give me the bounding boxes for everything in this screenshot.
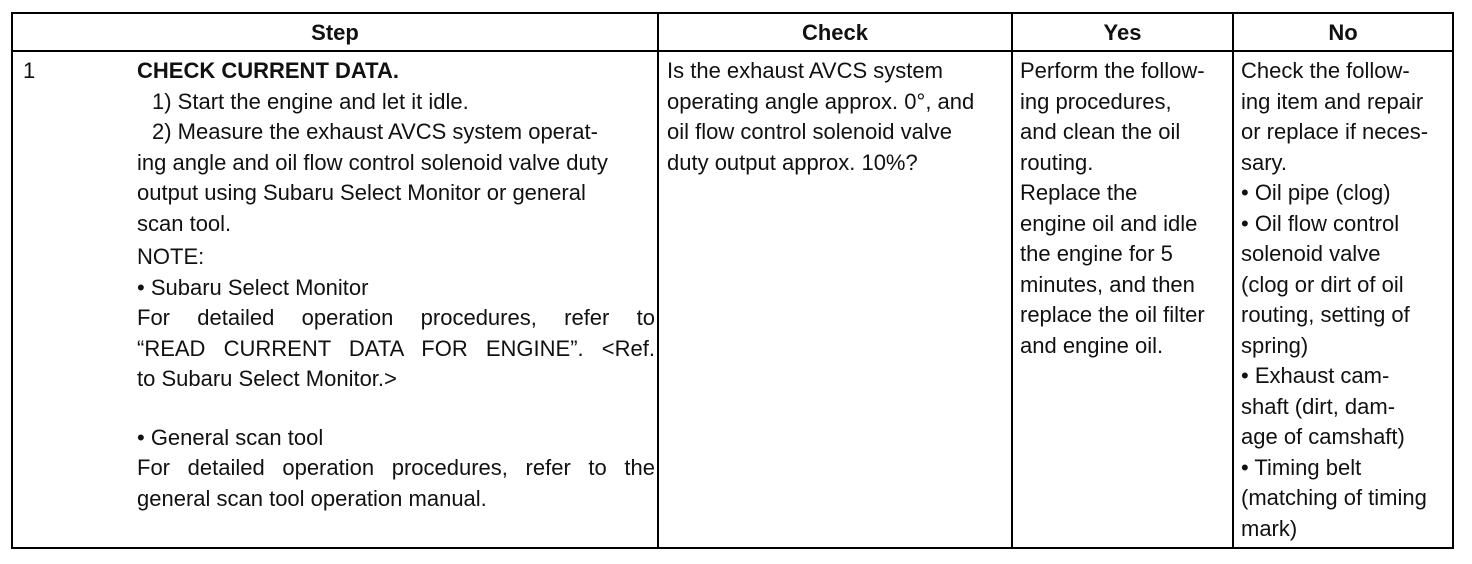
note-item-scan-tool: • General scan tool: [137, 424, 324, 450]
no-line: (clog or dirt of oil: [1241, 271, 1404, 297]
no-line: sary.: [1241, 149, 1288, 175]
check-question: [667, 56, 1012, 178]
step-instruction-2: 2) Measure the exhaust AVCS system operat-: [152, 119, 598, 144]
yes-line: Perform the follow-: [1020, 58, 1205, 83]
no-line: shaft (dirt, dam-: [1241, 393, 1396, 419]
yes-line: and engine oil.: [1020, 332, 1164, 358]
header-check: Check: [801, 20, 869, 45]
no-line: (matching of timing: [1241, 485, 1427, 510]
yes-line: replace the oil filter: [1020, 302, 1205, 327]
step-number: 1: [23, 58, 36, 83]
header-yes: Yes: [1103, 20, 1142, 45]
yes-line: minutes, and then: [1020, 271, 1195, 297]
no-line: age of camshaft): [1241, 424, 1405, 449]
step-instruction-2-cont: scan tool.: [137, 210, 232, 236]
header-no: No: [1328, 20, 1358, 45]
yes-line: engine oil and idle: [1020, 210, 1198, 236]
check-line: Is the exhaust AVCS system: [667, 58, 943, 83]
no-line: solenoid valve: [1241, 241, 1381, 266]
step-title: CHECK CURRENT DATA.: [137, 58, 399, 83]
no-line: Check the follow-: [1241, 58, 1410, 83]
header-divider: [13, 50, 1452, 52]
no-line: • Oil pipe (clog): [1241, 180, 1391, 205]
yes-line: and clean the oil: [1020, 119, 1181, 144]
diagnostic-table: [11, 12, 1454, 549]
step-instruction-2-cont: ing angle and oil flow control solenoid valve duty: [137, 149, 608, 175]
step-instruction-2-cont: output using Subaru Select Monitor or general: [137, 180, 586, 205]
no-line: mark): [1241, 515, 1298, 541]
no-line: • Oil flow control: [1241, 210, 1400, 236]
no-line: routing, setting of: [1241, 302, 1410, 327]
check-line: oil flow control solenoid valve: [667, 119, 952, 144]
column-divider-yes-no: [1232, 14, 1234, 547]
column-divider-step-check: [657, 14, 659, 547]
no-line: or replace if neces-: [1241, 119, 1429, 144]
note-text: For detailed operation procedures, refer to: [137, 305, 655, 330]
no-line: spring): [1241, 332, 1309, 358]
no-line: • Timing belt: [1241, 454, 1362, 480]
note-item-select-monitor: • Subaru Select Monitor: [137, 274, 369, 300]
no-line: • Exhaust cam-: [1241, 363, 1390, 388]
note-label: NOTE:: [137, 244, 205, 269]
yes-action: [1020, 56, 1232, 361]
note-text: general scan tool operation manual.: [137, 485, 487, 511]
yes-line: the engine for 5: [1020, 241, 1173, 266]
step-description: [137, 56, 655, 514]
yes-line: routing.: [1020, 149, 1094, 175]
no-line: ing item and repair: [1241, 88, 1424, 114]
step-instruction-1: 1) Start the engine and let it idle.: [152, 88, 469, 114]
yes-line: ing procedures,: [1020, 88, 1172, 114]
note-text: For detailed operation procedures, refer to the: [137, 455, 655, 480]
check-line: operating angle approx. 0°, and: [667, 88, 975, 114]
header-step: Step: [311, 20, 359, 45]
no-action: [1241, 56, 1451, 544]
note-text: “READ CURRENT DATA FOR ENGINE”. <Ref.: [137, 335, 655, 361]
note-text: to Subaru Select Monitor.>: [137, 366, 397, 391]
yes-line: Replace the: [1020, 180, 1138, 205]
check-line: duty output approx. 10%?: [667, 149, 918, 175]
